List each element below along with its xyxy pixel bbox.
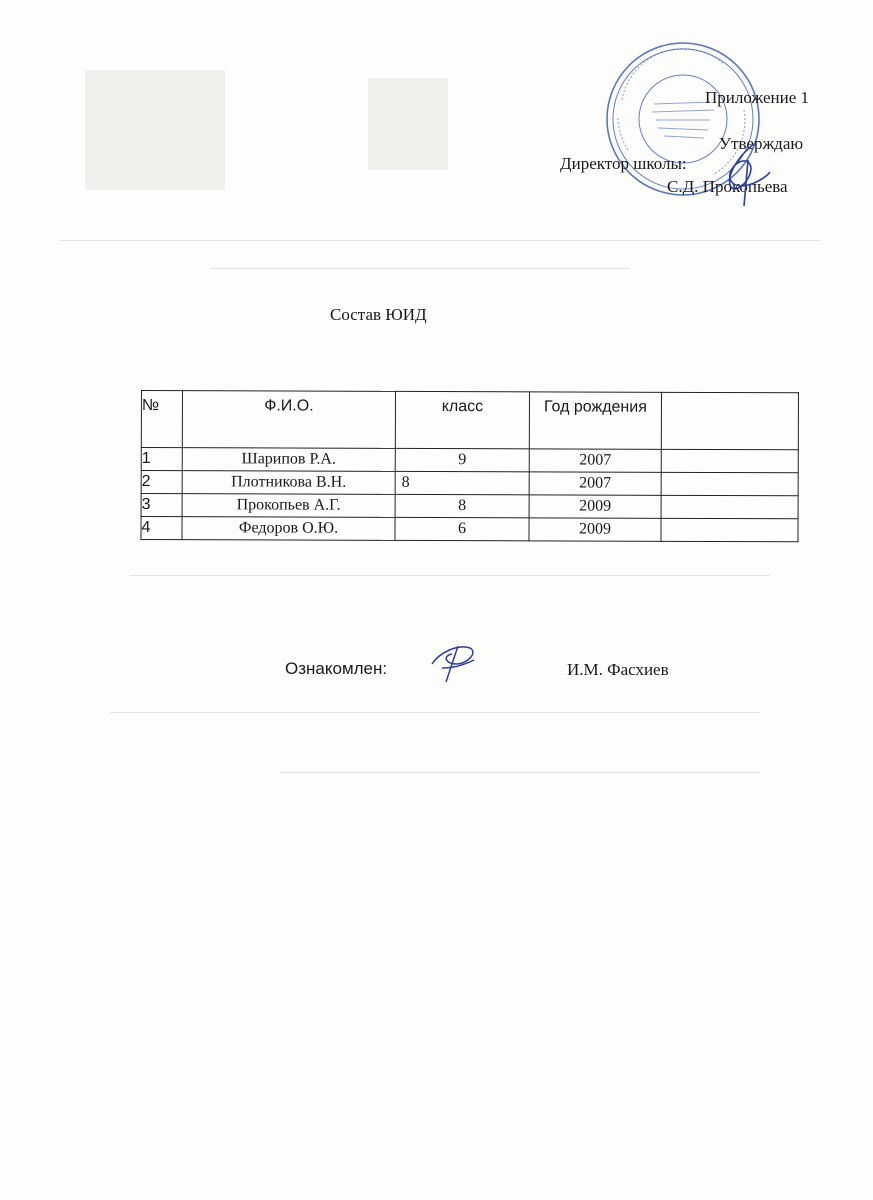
roster-table xyxy=(140,390,799,542)
cell-name: Прокопьев А.Г. xyxy=(182,494,395,518)
cell-number: 4 xyxy=(141,517,182,540)
approve-label: Утверждаю xyxy=(719,134,804,153)
director-name: С.Д. Прокопьева xyxy=(667,177,788,196)
table-header-row xyxy=(141,391,798,450)
table-row xyxy=(141,448,798,473)
cell-class: 8 xyxy=(395,494,529,517)
acknowledged-label: Ознакомлен: xyxy=(285,659,388,678)
document-title: Состав ЮИД xyxy=(330,305,427,324)
ghost-block-qr xyxy=(368,78,448,170)
director-label: Директор школы: xyxy=(560,154,687,173)
col-number: № xyxy=(141,391,182,448)
cell-name: Шарипов Р.А. xyxy=(182,448,395,472)
ghost-block-left xyxy=(85,70,225,190)
cell-class: 6 xyxy=(395,517,529,540)
col-name: Ф.И.О. xyxy=(182,391,395,449)
cell-number: 3 xyxy=(141,494,182,517)
cell-year: 2007 xyxy=(529,472,661,495)
col-extra xyxy=(661,392,798,449)
cell-extra xyxy=(661,518,798,541)
ghost-rule xyxy=(60,240,820,241)
cell-extra xyxy=(661,472,798,495)
acknowledged-signature xyxy=(428,638,480,684)
ghost-rule xyxy=(130,575,770,576)
ghost-rule xyxy=(280,772,760,773)
col-year: Год рождения xyxy=(529,392,661,449)
cell-year: 2009 xyxy=(529,518,661,541)
cell-name: Федоров О.Ю. xyxy=(182,517,395,541)
cell-extra xyxy=(661,449,798,472)
table-row xyxy=(141,471,798,496)
cell-year: 2009 xyxy=(529,495,661,518)
cell-year: 2007 xyxy=(529,449,661,472)
ghost-rule xyxy=(110,712,760,713)
cell-class: 9 xyxy=(395,448,529,471)
table-row xyxy=(141,517,798,542)
cell-name: Плотникова В.Н. xyxy=(182,471,395,495)
cell-class: 8 xyxy=(395,471,529,494)
table-row xyxy=(141,494,798,519)
col-class: класс xyxy=(395,391,529,448)
acknowledged-person: И.М. Фасхиев xyxy=(567,660,669,679)
cell-extra xyxy=(661,495,798,518)
appendix-label: Приложение 1 xyxy=(705,88,809,107)
cell-number: 2 xyxy=(141,471,182,494)
ghost-rule xyxy=(210,268,630,269)
director-signature xyxy=(714,140,774,210)
cell-number: 1 xyxy=(141,448,182,471)
